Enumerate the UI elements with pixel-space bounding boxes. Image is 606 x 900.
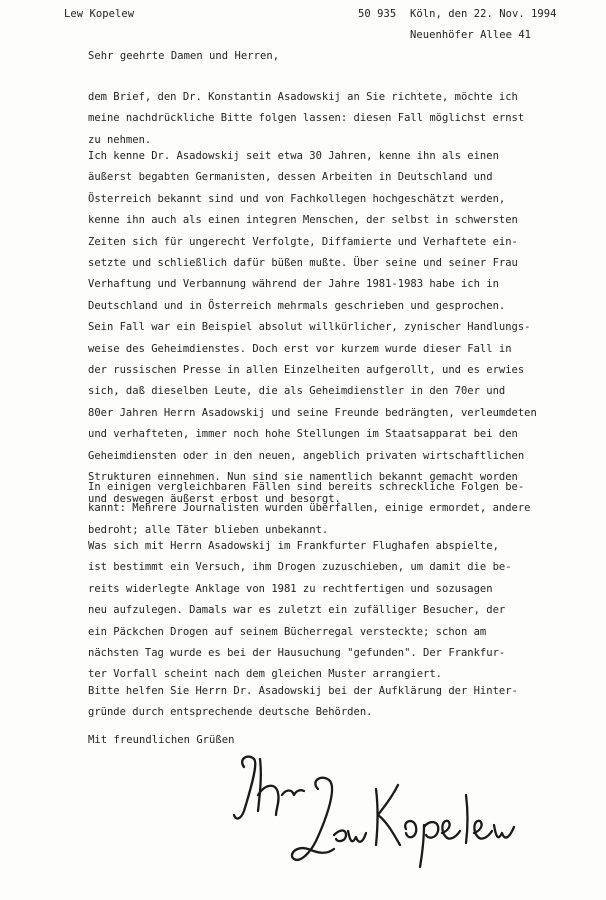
text-line: dem Brief, den Dr. Konstantin Asadowskij an Sie richtete, möchte ich — [88, 91, 518, 103]
paragraph-intro — [88, 87, 548, 151]
text-line: neu aufzulegen. Damals war es zuletzt ein zufälliger Besucher, der — [88, 604, 506, 617]
text-line: Strukturen einnehmen. Nun sind sie namentlich bekannt gemacht worden — [88, 471, 518, 484]
text-line: zu nehmen. — [88, 133, 152, 146]
text-line: gründe durch entsprechende deutsche Behörden. — [88, 706, 373, 719]
text-line: der russischen Presse in allen Einzelheiten aufgerollt, und es erwies — [88, 364, 525, 377]
text-line: weise des Geheimdienstes. Doch erst vor kurzem wurde dieser Fall in — [88, 342, 512, 355]
sender-name: Lew Kopelew — [64, 8, 135, 20]
text-line: Ich kenne Dr. Asadowskij seit etwa 30 Jahren, kenne ihn als einen — [88, 150, 499, 162]
paragraph-consequences — [88, 477, 548, 541]
text-line: Zeiten sich für ungerecht Verfolgte, Diffamierte und Verhaftete ein- — [88, 235, 518, 248]
text-line: In einigen vergleichbaren Fällen sind bereits schreckliche Folgen be- — [88, 481, 525, 493]
text-line: ter Vorfall scheint nach dem gleichen Muster arrangiert. — [88, 668, 443, 681]
city-date: Köln, den 22. Nov. 1994 — [410, 8, 557, 20]
text-line: äußerst begabten Germanisten, dessen Arbeiten in Deutschland und — [88, 171, 493, 184]
text-line: Bitte helfen Sie Herrn Dr. Asadowskij bei der Aufklärung der Hinter- — [88, 685, 518, 697]
text-line: reits widerlegte Anklage von 1981 zu rechtfertigen und sozusagen — [88, 582, 493, 595]
text-line: meine nachdrückliche Bitte folgen lassen: diesen Fall möglichst ernst — [88, 112, 525, 125]
salutation: Sehr geehrte Damen und Herren, — [88, 50, 280, 62]
street-address: Neuenhöfer Allee 41 — [410, 29, 532, 41]
text-line: Verhaftung und Verbannung während der Jahre 1981-1983 habe ich in — [88, 278, 499, 291]
paragraph-background — [88, 146, 548, 510]
text-line: ist bestimmt ein Versuch, ihm Drogen zuzuschieben, um damit die be- — [88, 561, 512, 574]
text-line: kannt: Mehrere Journalisten wurden überfallen, einige ermordet, andere — [88, 502, 531, 515]
text-line: nächsten Tag wurde es bei der Hausuchung "gefunden". Der Frankfur- — [88, 647, 506, 660]
text-line: Sein Fall war ein Beispiel absolut willkürlicher, zynischer Handlungs- — [88, 321, 531, 334]
text-line: setzte und schließlich dafür büßen mußte. Über seine und seiner Frau — [88, 257, 518, 270]
text-line: sich, daß dieselben Leute, die als Geheimdienstler in den 70er und — [88, 385, 506, 398]
text-line: ein Päckchen Drogen auf seinem Bücherregal versteckte; schon am — [88, 625, 487, 638]
text-line: und verhafteten, immer noch hohe Stellungen im Staatsapparat bei den — [88, 428, 518, 441]
text-line: und deswegen äußerst erbost und besorgt. — [88, 492, 341, 505]
postcode: 50 935 — [358, 8, 397, 20]
text-line: Geheimdiensten oder in den neuen, angeblich privaten wirtschaftlichen — [88, 449, 525, 462]
closing: Mit freundlichen Grüßen — [88, 734, 235, 746]
signature — [230, 745, 530, 875]
paragraph-request — [88, 681, 548, 724]
text-line: kenne ihn auch als einen integren Menschen, der selbst in schwersten — [88, 214, 518, 227]
paragraph-frankfurt — [88, 536, 548, 686]
text-line: Deutschland und in Österreich mehrmals geschrieben und gesprochen. — [88, 299, 506, 312]
text-line: bedroht; alle Täter blieben unbekannt. — [88, 523, 329, 536]
text-line: Österreich bekannt sind und von Fachkollegen hochgeschätzt werden, — [88, 192, 506, 205]
text-line: Was sich mit Herrn Asadowskij im Frankfurter Flughafen abspielte, — [88, 540, 499, 552]
text-line: 80er Jahren Herrn Asadowskij und seine Freunde bedrängten, verleumdeten — [88, 406, 537, 419]
